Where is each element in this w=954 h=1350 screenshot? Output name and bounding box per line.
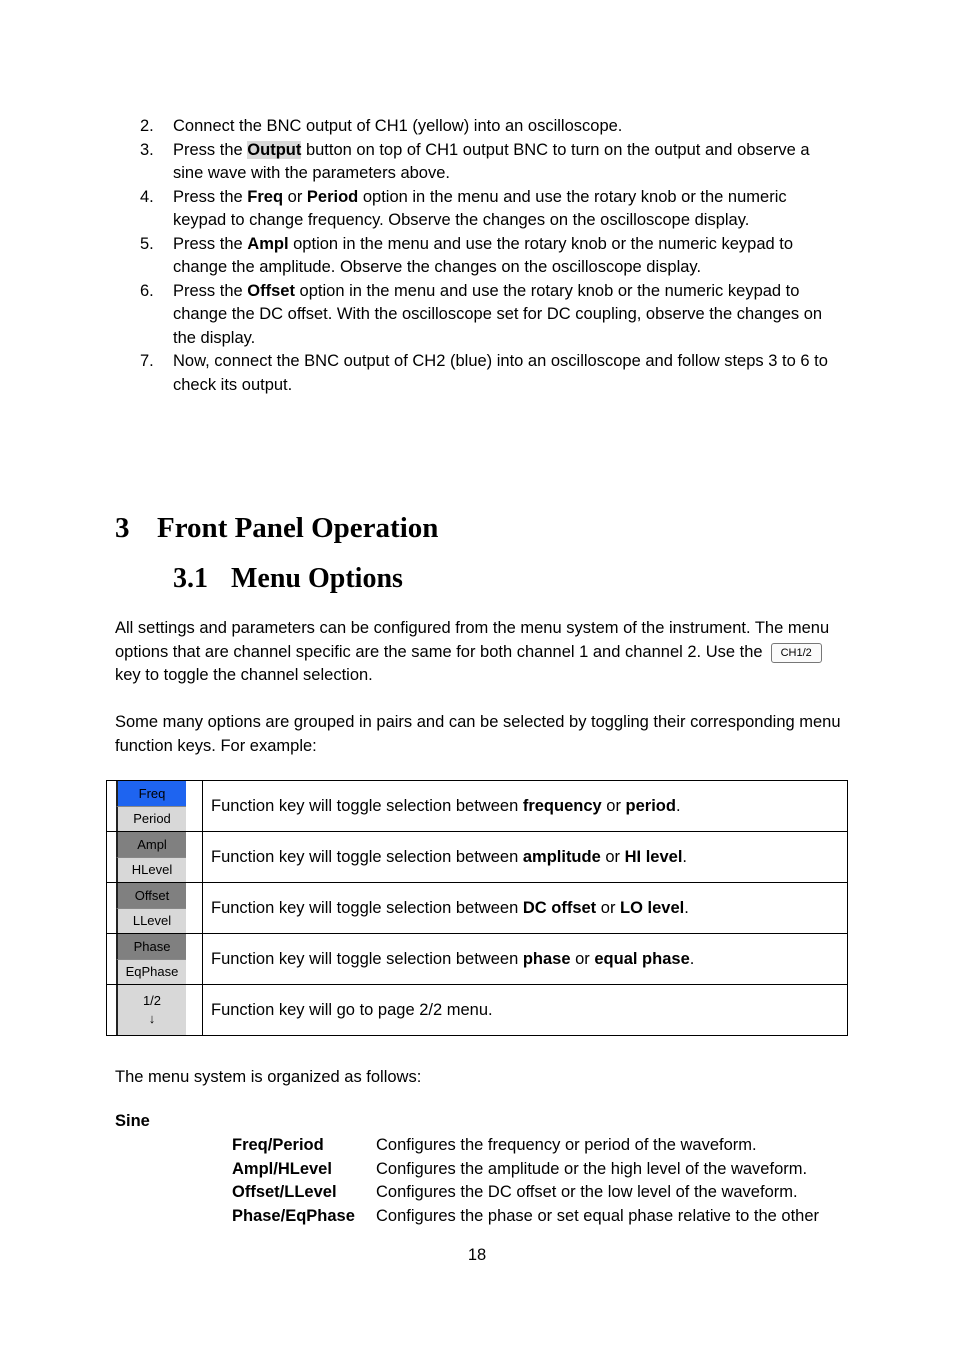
body-text: option in the menu and use the rotary knob or the numeric keypad to change frequency. Observe the changes on the oscilloscope display. [173,187,787,229]
body-text: Now, connect the BNC output of CH2 (blue) into an oscilloscope and follow steps 3 to 6 to check its output. [173,352,828,394]
table-cell-description [203,832,848,883]
menu-key-image [107,781,203,832]
body-text: or [601,796,626,815]
sine-heading: Sine [115,1112,150,1130]
body-text: or [283,187,307,206]
body-text: . [675,796,681,815]
menu-key-image [107,883,203,934]
table-row [107,985,848,1036]
section-title: Front Panel Operation [157,512,439,544]
alternate-option-label: HLevel [116,858,186,883]
intro-paragraph [115,617,845,688]
list-item-text [173,115,840,139]
body-text: . [689,949,695,968]
list-item-number: 7. [140,352,154,370]
page-key-icon [116,985,186,1035]
body-text: Connect the BNC output of CH1 (yellow) into an oscilloscope. [173,117,623,135]
subsection-number: 3.1 [173,563,208,594]
table-row [107,934,848,985]
body-text: or [600,847,625,866]
menu-term: Offset/LLevel [232,1183,337,1201]
emphasis-text: Output [247,140,302,159]
table-cell-description [203,883,848,934]
list-item-number: 3. [140,140,154,159]
body-text: or [596,898,621,917]
body-text: option in the menu and use the rotary knob or the numeric keypad to change the amplitude. Observe the changes on the oscilloscope display. [173,234,794,276]
menu-term-description: Configures the frequency or period of the waveform. [376,1136,757,1154]
list-item-text [173,350,840,397]
emphasis-text: phase [522,949,571,968]
emphasis-text: equal phase [594,949,690,968]
body-text: or [570,949,595,968]
function-key-icon [116,934,186,984]
body-text: Function key will toggle selection between [211,949,523,968]
list-item [232,1181,819,1205]
menu-term: Ampl/HLevel [232,1159,332,1178]
section-number: 3 [115,512,130,544]
menu-term: Phase/EqPhase [232,1206,355,1225]
list-item-text [173,233,840,280]
sine-menu-list [232,1134,819,1228]
table-row [107,832,848,883]
body-text: Function key will go to page 2/2 menu. [211,1000,493,1019]
organized-paragraph: The menu system is organized as follows: [115,1068,422,1086]
function-key-icon [116,781,186,831]
body-text: Press the [173,140,248,159]
emphasis-text: frequency [522,796,602,815]
list-item [140,115,840,139]
numbered-steps [140,115,840,397]
function-key-icon [116,883,186,933]
emphasis-text: period [625,796,676,815]
alternate-option-label: LLevel [116,909,186,934]
emphasis-text: amplitude [522,847,601,866]
page-number: 18 [467,1246,487,1264]
menu-term-description: Configures the DC offset or the low level of the waveform. [376,1183,798,1201]
table-row [107,781,848,832]
selected-option-label: Freq [116,781,186,807]
list-item [140,139,840,186]
emphasis-text: Ampl [247,234,289,253]
emphasis-text: Offset [247,281,295,300]
list-item [232,1205,819,1229]
page-key-label: 1/2 [142,993,162,1008]
table-cell-description [203,781,848,832]
list-item-number: 2. [140,117,154,135]
body-text: option in the menu and use the rotary knob or the numeric keypad to change the DC offset. With the oscilloscope set for DC coupling, observe the changes on the display. [173,281,823,347]
body-text: Function key will toggle selection between [211,898,523,917]
menu-key-image [107,832,203,883]
function-key-table [106,780,848,1036]
menu-key-image [107,934,203,985]
list-item [140,280,840,351]
body-text: Function key will toggle selection between [211,847,523,866]
list-item [140,233,840,280]
alternate-option-label: Period [116,807,186,832]
menu-term: Freq/Period [232,1136,324,1154]
body-text: Press the [173,281,248,300]
list-item-number: 6. [140,281,154,300]
function-key-icon [116,985,186,1035]
list-item-number: 5. [140,234,154,253]
list-item [232,1158,819,1182]
table-row [107,883,848,934]
function-key-icon [116,832,186,882]
emphasis-text: DC offset [522,898,597,917]
section-heading [115,512,438,545]
body-text: Press the [173,234,248,253]
list-item-text [173,139,840,186]
emphasis-text: Period [306,187,359,206]
selected-option-label: Offset [116,883,186,909]
body-text: . [682,847,688,866]
emphasis-text: LO level [620,898,685,917]
body-text: Function key will toggle selection between [211,796,523,815]
table-cell-description [203,985,848,1036]
body-text: Press the [173,187,248,206]
table-cell-description [203,934,848,985]
list-item-number: 4. [140,187,154,206]
list-item-text [173,280,840,351]
list-item [140,186,840,233]
menu-term-description: Configures the amplitude or the high level of the waveform. [376,1159,808,1178]
body-text: . [684,898,689,917]
subsection-heading [173,563,403,595]
intro-text-after: key to toggle the channel selection. [115,666,373,684]
list-item [140,350,840,397]
selected-option-label: Ampl [116,832,186,858]
subsection-title: Menu Options [231,563,403,594]
emphasis-text: HI level [624,847,683,866]
intro-text-before: All settings and parameters can be configured from the menu system of the instrument. The menu options that are channel specific are the same for both channel 1 and channel 2. Use the [115,619,830,661]
body-text: button on top of CH1 output BNC to turn on the output and observe a sine wave with the parameters above. [173,140,810,182]
emphasis-text: Freq [247,187,284,206]
ch12-key-icon: CH1/2 [771,643,822,663]
list-item [232,1134,819,1158]
list-item-text [173,186,840,233]
menu-key-image [107,985,203,1036]
pairs-paragraph: Some many options are grouped in pairs and can be selected by toggling their corresponding menu function keys. For example: [115,713,841,755]
alternate-option-label: EqPhase [116,960,186,985]
selected-option-label: Phase [116,934,186,960]
arrow-down-icon: ↓ [148,1011,156,1026]
menu-term-description: Configures the phase or set equal phase relative to the other [376,1206,820,1225]
